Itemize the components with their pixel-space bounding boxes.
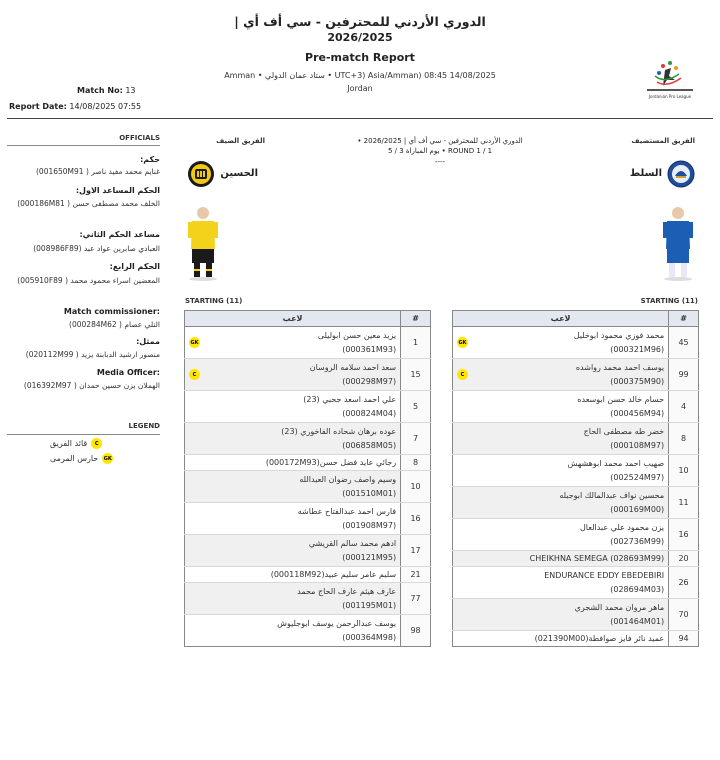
- player-cell-content: [189, 505, 396, 533]
- player-cell-content: [457, 521, 664, 549]
- player-info: [468, 329, 664, 357]
- player-name: يوسف عبدالرحمن يوسف ابوجليوش: [277, 618, 397, 628]
- home-kit: [660, 205, 696, 285]
- player-number: 16: [401, 503, 431, 535]
- player-cell: [185, 615, 401, 647]
- table-row: [453, 487, 699, 519]
- venue-line: Amman • ستاد عمان الدولي • UTC+3) Asia/Amman) 08:45 14/08/2025: [224, 71, 496, 80]
- player-number: 77: [401, 583, 431, 615]
- player-cell-content: [189, 473, 396, 501]
- home-col-number: #: [669, 311, 699, 327]
- official-ar1-value: الخلف محمد مصطفى حسن ( 000186M81): [17, 199, 160, 208]
- player-cell-content: [457, 457, 664, 485]
- table-row: [185, 471, 431, 503]
- player-id: (000375M90): [610, 376, 665, 386]
- report-date: [9, 102, 141, 111]
- player-name: سليم عامر سليم عبيد(000118M92): [270, 569, 397, 579]
- table-row: [453, 599, 699, 631]
- player-name: فارس احمد عبدالفتاح عطاشه: [297, 506, 397, 516]
- player-cell-content: [189, 329, 396, 357]
- player-info: [189, 473, 396, 501]
- player-info: [457, 552, 664, 566]
- table-row: [185, 423, 431, 455]
- player-info: [200, 361, 396, 389]
- player-id: (000456M94): [610, 408, 665, 418]
- player-name: عميد نائر فايز صوافطة(021390M00): [534, 633, 665, 643]
- official-ar1-label: الحكم المساعد الاول:: [75, 186, 160, 195]
- home-col-player: لاعب: [453, 311, 669, 327]
- official-representative-label: ممثل:: [136, 337, 160, 346]
- player-number: 10: [669, 455, 699, 487]
- player-cell-content: [457, 425, 664, 453]
- away-crest: [187, 160, 215, 190]
- player-cell: [185, 503, 401, 535]
- player-name: يزن محمود علي عبدالعال: [579, 522, 665, 532]
- official-fourth-value: المعضين اسراء محمود محمد ( 005910F89): [17, 276, 160, 285]
- player-info: [468, 361, 664, 389]
- official-referee-value: غنايم محمد مفيد ناصر ( 001650M91): [35, 167, 160, 176]
- player-id: (001195M01): [342, 600, 397, 610]
- captain-badge-icon: C: [189, 369, 200, 380]
- player-number: 16: [669, 519, 699, 551]
- player-number: 4: [669, 391, 699, 423]
- player-cell-content: [457, 489, 664, 517]
- player-name: صهيب احمد محمد ابوهشهش: [567, 458, 665, 468]
- player-id: (000298M97): [342, 376, 397, 386]
- league-logo: [645, 58, 695, 98]
- player-cell-content: [457, 552, 664, 566]
- player-id: (006858M05): [342, 440, 397, 450]
- table-row: [453, 455, 699, 487]
- player-name: ماهر مروان محمد الشجري: [574, 602, 665, 612]
- player-number: 7: [401, 423, 431, 455]
- official-ar2-label: مساعد الحكم الثاني:: [79, 230, 160, 239]
- player-id: (001908M97): [342, 520, 397, 530]
- player-name: عوده برهان شحاده الفاخوري (23): [281, 426, 397, 436]
- player-number: 5: [401, 391, 431, 423]
- player-cell: [185, 567, 401, 583]
- player-info: [189, 537, 396, 565]
- player-number: 15: [401, 359, 431, 391]
- competition-info: الدوري الأردني للمحترفين - سي أف أي | 2026/2025 •: [357, 137, 523, 145]
- player-info: [457, 569, 664, 597]
- match-no-label: Match No:: [77, 86, 123, 95]
- player-cell-content: [189, 393, 396, 421]
- player-cell: [453, 359, 669, 391]
- player-id: (000321M96): [610, 344, 665, 354]
- player-id: (000169M00): [610, 504, 665, 514]
- player-cell: [453, 551, 669, 567]
- player-info: [189, 425, 396, 453]
- goalkeeper-badge-icon: GK: [457, 337, 468, 348]
- away-starting-label: STARTING (11): [185, 297, 243, 305]
- home-kit-icon: [660, 205, 696, 283]
- away-table-header: [185, 311, 431, 327]
- player-info: [457, 521, 664, 549]
- table-row: [453, 631, 699, 647]
- table-row: [453, 391, 699, 423]
- captain-badge-icon: C: [91, 438, 102, 449]
- player-info: [457, 457, 664, 485]
- player-cell: [453, 567, 669, 599]
- home-table-header: [453, 311, 699, 327]
- home-team-name: السلط: [629, 168, 662, 179]
- player-number: 21: [401, 567, 431, 583]
- legend-title: LEGEND: [128, 422, 160, 430]
- table-row: [453, 359, 699, 391]
- player-number: 20: [669, 551, 699, 567]
- league-title: الدوري الأردني للمحترفين - سي أف أي |: [234, 14, 486, 29]
- away-col-player: لاعب: [185, 311, 401, 327]
- player-info: [457, 632, 664, 646]
- player-cell: [453, 455, 669, 487]
- table-row: [185, 359, 431, 391]
- player-cell-content: [457, 361, 664, 389]
- player-cell: [185, 455, 401, 471]
- player-info: [189, 456, 396, 470]
- officials-title: OFFICIALS: [119, 134, 160, 142]
- away-team-label: الفريق الضيف: [216, 137, 265, 145]
- player-name: يزيد معين حسن ابوليلى: [317, 330, 397, 340]
- player-cell-content: [189, 585, 396, 613]
- player-info: [200, 329, 396, 357]
- official-media-label: Media Officer:: [96, 368, 160, 377]
- away-crest-icon: [187, 160, 215, 188]
- player-info: [457, 601, 664, 629]
- table-row: [453, 423, 699, 455]
- table-row: [453, 327, 699, 359]
- player-cell-content: [457, 632, 664, 646]
- player-number: 8: [669, 423, 699, 455]
- player-cell-content: [189, 617, 396, 645]
- player-info: [457, 489, 664, 517]
- player-info: [189, 393, 396, 421]
- player-name: خضر طه مصطفى الحاج: [583, 426, 665, 436]
- player-number: 1: [401, 327, 431, 359]
- player-id: (000108M97): [610, 440, 665, 450]
- away-squad-table: [184, 310, 431, 647]
- official-commissioner-label: Match commissioner:: [63, 307, 160, 316]
- table-row: [185, 391, 431, 423]
- home-team-label: الفريق المستضيف: [631, 137, 695, 145]
- table-row: [453, 551, 699, 567]
- player-cell: [453, 423, 669, 455]
- player-name: عارف هيثم عارف الحاج محمد: [297, 586, 397, 596]
- player-id: (002524M97): [610, 472, 665, 482]
- header-divider: [7, 118, 713, 119]
- player-info: [457, 425, 664, 453]
- player-info: [189, 505, 396, 533]
- player-cell-content: [457, 569, 664, 597]
- player-number: 70: [669, 599, 699, 631]
- player-name: CHEIKHNA SEMEGA (028693M99): [529, 553, 665, 563]
- player-cell: [185, 583, 401, 615]
- table-row: [185, 567, 431, 583]
- player-cell: [185, 327, 401, 359]
- player-cell-content: [457, 393, 664, 421]
- player-name: ENDURANCE EDDY EBEDEBIRI: [544, 570, 665, 580]
- report-date-label: Report Date:: [9, 102, 67, 111]
- player-cell: [453, 631, 669, 647]
- official-fourth-label: الحكم الرابع:: [109, 262, 160, 271]
- legend-divider: [7, 434, 160, 435]
- official-media-value: الهملان يزن حسين حمدان ( 016392M97): [23, 381, 160, 390]
- player-number: 98: [401, 615, 431, 647]
- player-number: 99: [669, 359, 699, 391]
- score: ----: [434, 158, 446, 166]
- player-name: حسام خالد حسن ابوسعده: [577, 394, 665, 404]
- player-cell: [185, 535, 401, 567]
- player-cell: [185, 423, 401, 455]
- player-number: 10: [401, 471, 431, 503]
- table-row: [185, 615, 431, 647]
- player-id: (000364M98): [342, 632, 397, 642]
- goalkeeper-badge-icon: GK: [102, 453, 113, 464]
- player-number: 94: [669, 631, 699, 647]
- match-number: [77, 86, 136, 95]
- player-cell: [453, 519, 669, 551]
- table-row: [185, 583, 431, 615]
- away-team-name: الحسين: [220, 168, 258, 179]
- legend-captain-label: قائد الفريق: [50, 439, 88, 448]
- player-name: محمد فوزي محمود ابوخليل: [573, 330, 665, 340]
- player-info: [189, 585, 396, 613]
- player-info: [189, 617, 396, 645]
- table-row: [185, 503, 431, 535]
- player-cell-content: [189, 537, 396, 565]
- table-row: [453, 567, 699, 599]
- player-cell: [453, 391, 669, 423]
- officials-divider: [7, 145, 160, 146]
- home-crest: [667, 160, 695, 190]
- player-number: 17: [401, 535, 431, 567]
- player-cell: [453, 327, 669, 359]
- legend-goalkeeper-label: حارس المرمى: [50, 454, 99, 463]
- official-representative-value: منصور ارشيد الدبابنة يزيد ( 020112M99): [25, 350, 160, 359]
- player-cell: [453, 487, 669, 519]
- player-info: [457, 393, 664, 421]
- table-row: [185, 535, 431, 567]
- player-number: 26: [669, 567, 699, 599]
- table-row: [453, 519, 699, 551]
- legend-captain: [50, 438, 160, 449]
- logo-caption: Jordanian Pro League: [648, 94, 692, 99]
- player-cell: [185, 359, 401, 391]
- player-cell-content: [457, 329, 664, 357]
- report-type: Pre-match Report: [305, 51, 415, 64]
- country: Jordan: [347, 84, 373, 93]
- report-date-value: 14/08/2025 07:55: [69, 102, 142, 111]
- player-cell: [185, 471, 401, 503]
- legend-goalkeeper: [50, 453, 160, 464]
- player-number: 8: [401, 455, 431, 471]
- player-name: محسين نواف عبدالمالك ابوجبله: [559, 490, 665, 500]
- official-referee-label: حكم:: [140, 155, 160, 164]
- captain-badge-icon: C: [457, 369, 468, 380]
- official-commissioner-value: التلي عصام ( 000284M62): [69, 320, 160, 329]
- player-cell-content: [457, 601, 664, 629]
- player-cell-content: [189, 361, 396, 389]
- player-name: يوسف احمد محمد رواشده: [575, 362, 665, 372]
- player-cell: [453, 599, 669, 631]
- player-name: رجائي عايد فضل حسن(000172M93): [265, 457, 397, 467]
- player-id: (000824M04): [342, 408, 397, 418]
- player-id: (002736M99): [610, 536, 665, 546]
- player-id: (000121M95): [342, 552, 397, 562]
- home-starting-label: STARTING (11): [640, 297, 698, 305]
- player-number: 45: [669, 327, 699, 359]
- player-cell: [185, 391, 401, 423]
- player-name: ادهم محمد سالم القريشي: [308, 538, 397, 548]
- away-kit-icon: [185, 205, 221, 283]
- player-cell-content: [189, 568, 396, 582]
- player-id: (001464M01): [610, 616, 665, 626]
- player-id: (001510M01): [342, 488, 397, 498]
- away-col-number: #: [401, 311, 431, 327]
- player-name: وسيم واصف رضوان العبدالله: [299, 474, 397, 484]
- player-number: 11: [669, 487, 699, 519]
- round-info: ROUND 1 / 1 • يوم المباراة 3 / 5: [387, 147, 493, 155]
- home-squad-table: [452, 310, 699, 647]
- player-id: (028694M03): [610, 584, 665, 594]
- player-name: سعد احمد سلامه الروسان: [309, 362, 397, 372]
- player-name: علي احمد اسعد جحبي (23): [303, 394, 397, 404]
- official-ar2-value: العبادي صابرين عواد عبد (008986F89): [33, 244, 160, 253]
- table-row: [185, 327, 431, 359]
- away-kit: [185, 205, 221, 285]
- player-cell-content: [189, 425, 396, 453]
- player-info: [189, 568, 396, 582]
- season: 2026/2025: [327, 31, 393, 44]
- goalkeeper-badge-icon: GK: [189, 337, 200, 348]
- home-crest-icon: [667, 160, 695, 188]
- match-no-value: 13: [125, 86, 136, 95]
- table-row: [185, 455, 431, 471]
- player-cell-content: [189, 456, 396, 470]
- player-id: (000361M93): [342, 344, 397, 354]
